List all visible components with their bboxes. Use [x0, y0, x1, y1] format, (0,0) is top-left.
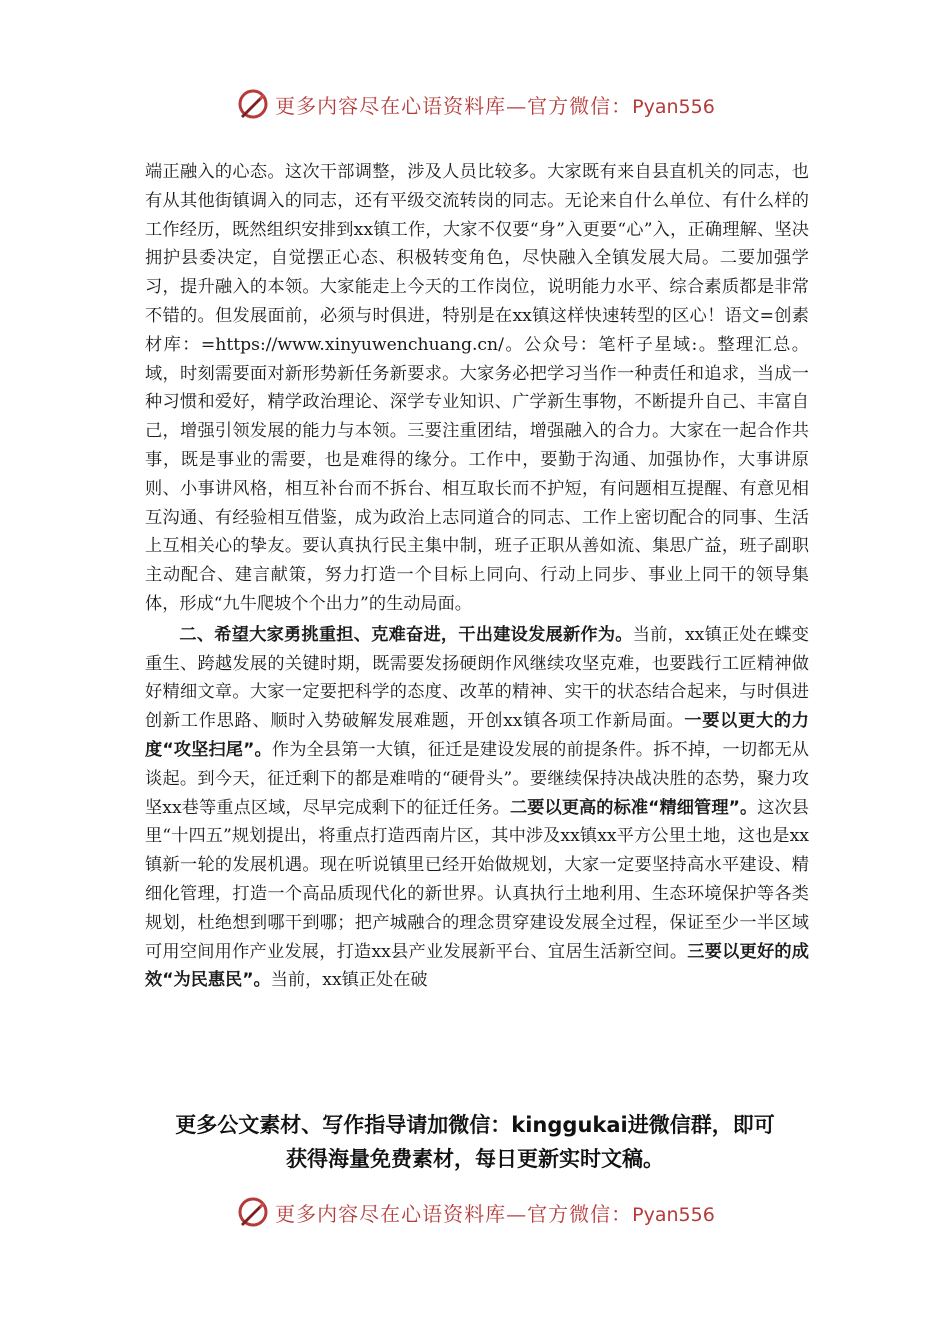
banner-text: 更多内容尽在心语资料库—官方微信：Pyan556 — [275, 93, 715, 118]
section-heading: 二、希望大家勇挑重担、克难奋进，干出建设发展新作为。 — [179, 624, 633, 645]
banner-wechat-id: Pyan556 — [632, 95, 715, 118]
point-2-heading: 二要以更高的标准“精细管理”。 — [509, 797, 758, 818]
point-1-heading: 一要以更大的力度“攻坚扫尾”。 — [145, 711, 809, 760]
point-3-heading: 三要以更好的成效“为民惠民”。 — [145, 941, 809, 991]
header-banner — [0, 84, 950, 124]
promo-line-2: 获得海量免费素材，每日更新实时文稿。 — [286, 1147, 664, 1171]
footer-banner — [0, 1192, 950, 1232]
banner-text: 更多内容尽在心语资料库—官方微信：Pyan556 — [275, 1201, 715, 1226]
banner-wechat-id: Pyan556 — [632, 1203, 715, 1226]
pen-logo-icon — [235, 1194, 271, 1230]
paragraph-1: 端正融入的心态。这次干部调整，涉及人员比较多。大家既有来自县直机关的同志，也有从其他街镇调入的同志，还有平级交流转岗的同志。无论来自什么单位、有什么样的工作经历，既然组织安排到xx镇工作，大家不仅要“身”入更要“心”入，正确理解、坚决拥护县委决定，自觉摆正心态、积极转变角色，尽快融入全镇发展大局。二要加强学习，提升融入的本领。大家能走上今天的工作岗位，说明能力水平、综合素质都是非常不错的。但发展面前，必须与时俱进，特别是在xx镇这样快速转型的区心！语文=创素材库：=https://www.xinyuwenchuang.cn/。公众号：笔杆子星域:。整理汇总。域，时刻需要面对新形势新任务新要求。大家务必把学习当作一种责任和追求，当成一种习惯和爱好，精学政治理论、深学专业知识、广学新生事物，不断提升自己、丰富自己，增强引领发展的能力与本领。三要注重团结，增强融入的合力。大家在一起合作共事，既是事业的需要，也是难得的缘分。工作中，要勤于沟通、加强协作，大事讲原则、小事讲风格，相互补台而不拆台、相互取长而不护短，有问题相互提醒、有意见相互沟通、有经验相互借鉴，成为政治上志同道合的同志、工作上密切配合的同事、生活上互相关心的挚友。要认真执行民主集中制，班子正职从善如流、集思广益，班子副职主动配合、建言献策，努力打造一个目标上同向、行动上同步、事业上同干的领导集体，形成“九牛爬坡个个出力”的生动局面。 — [145, 162, 809, 614]
pen-logo-icon — [235, 86, 271, 122]
document-body — [145, 158, 809, 995]
paragraph-2: 二、希望大家勇挑重担、克难奋进，干出建设发展新作为。当前，xx镇正处在蝶变重生、跨越发展的关键时期，既需要发扬硬朗作风继续攻坚克难，也要践行工匠精神做好精细文章。大家一定要把科学的态度、改革的精神、实干的状态结合起来，与时俱进创新工作思路、顺时入势破解发展难题，开创xx镇各项工作新局面。一要以更大的力度“攻坚扫尾”。作为全县第一大镇，征迁是建设发展的前提条件。拆不掉，一切都无从谈起。到今天，征迁剩下的都是难啃的“硬骨头”。要继续保持决战决胜的态势，聚力攻坚xx巷等重点区域，尽早完成剩下的征迁任务。二要以更高的标准“精细管理”。这次县里“十四五”规划提出，将重点打造西南片区，其中涉及xx镇xx平方公里土地，这也是xx镇新一轮的发展机遇。现在听说镇里已经开始做规划，大家一定要坚持高水平建设、精细化管理，打造一个高品质现代化的新世界。认真执行土地利用、生态环境保护等各类规划，杜绝想到哪干到哪；把产城融合的理念贯穿建设发展全过程，保证至少一半区域可用空间用作产业发展，打造xx县产业发展新平台、宜居生活新空间。三要以更好的成效“为民惠民”。当前，xx镇正处在破 — [145, 624, 809, 991]
promo-line-1: 更多公文素材、写作指导请加微信：kinggukai进微信群，即可 — [175, 1113, 775, 1137]
promo-notice — [0, 1108, 950, 1176]
